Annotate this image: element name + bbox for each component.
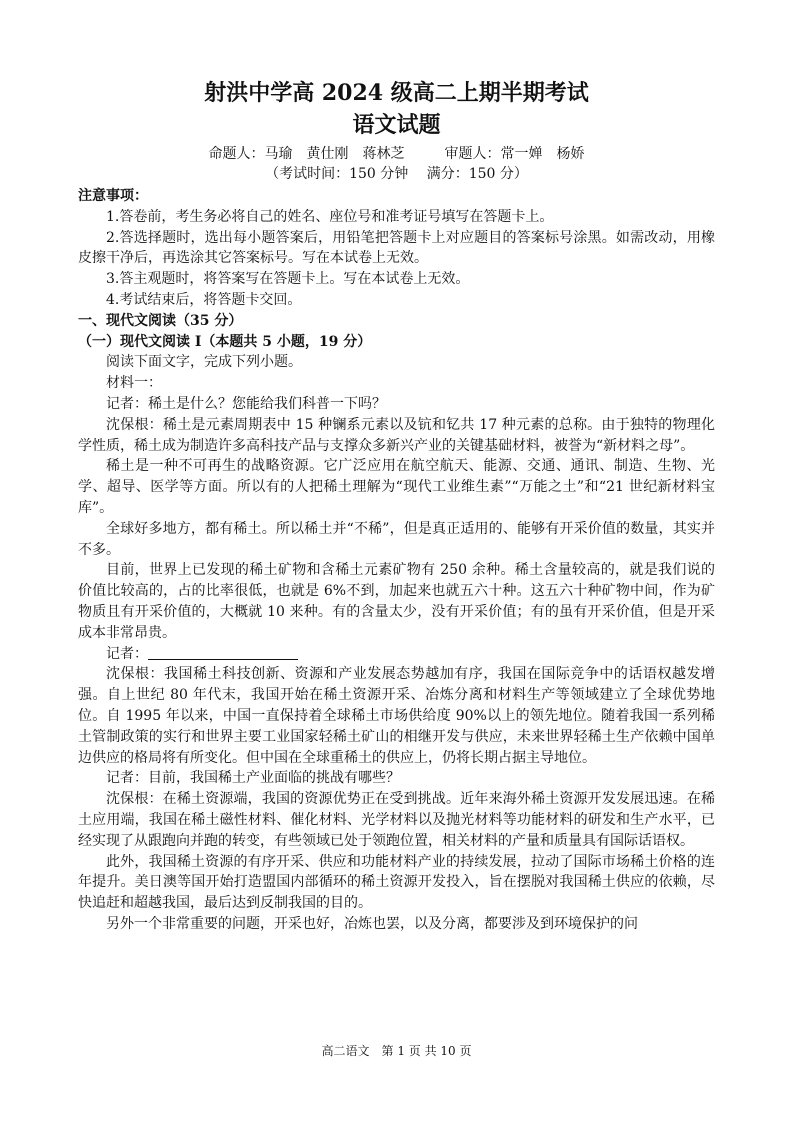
passage-paragraph: 沈保根：我国稀土科技创新、资源和产业发展态势越加有序，我国在国际竞争中的话语权越发增强。自上世纪 80 年代末，我国开始在稀土资源开采、冶炼分离和材料生产等领域建立了全球优势地位。自 1995 年以来，中国一直保持着全球稀土市场供给度 90%以上的领先地位。随着我国一系列稀土管制政策的实行和世界主要工业国家轻稀土矿山的相继开发与供应，未来世界轻稀土生产依赖中国单边供应的格局将有所变化。但中国在全球重稀土的供应上，仍将长期占据主导地位。	[78, 666, 715, 766]
notice-item: 2.答选择题时，选出每小题答案后，用铅笔把答题卡上对应题目的答案标号涂黑。如需改动，用橡皮擦干净后，再选涂其它答案标号。写在本试卷上无效。	[78, 229, 715, 267]
page-footer: 高二语文 第 1 页 共 10 页	[321, 1044, 472, 1058]
passage-paragraph: 另外一个非常重要的问题，开采也好，冶炼也罢，以及分离，都要涉及到环境保护的问	[106, 915, 638, 932]
exam-info: （考试时间：150 分钟 满分：150 分）	[265, 166, 528, 182]
reviewers-label: 审题人：常一婵 杨娇	[444, 146, 585, 162]
notice-item: 4.考试结束后，将答题卡交回。	[106, 291, 302, 308]
passage-paragraph: 记者：稀土是什么？您能给我们科普一下吗？	[106, 395, 386, 412]
reporter-label: 记者：	[106, 645, 148, 662]
section-heading: 一、现代文阅读（35 分）	[78, 312, 243, 329]
answer-blank	[148, 645, 298, 660]
passage-paragraph: 记者：目前，我国稀土产业面临的挑战有哪些？	[106, 770, 400, 787]
passage-paragraph: 此外，我国稀土资源的有序开采、供应和功能材料产业的持续发展，拉动了国际市场稀土价格的连年提升。美日澳等国开始打造盟国内部循环的稀土资源开发投入，旨在摆脱对我国稀土供应的依赖，尽快追赶和超越我国，最后达到反制我国的目的。	[78, 853, 715, 912]
passage-paragraph: 沈保根：稀土是元素周期表中 15 种镧系元素以及钪和钇共 17 种元素的总称。由于独特的物理化学性质，稀土成为制造许多高科技产品与支撑众多新兴产业的关键基础材料，被誉为“新材料之母”。	[78, 416, 715, 454]
subsection-heading: （一）现代文阅读 I（本题共 5 小题，19 分）	[78, 333, 372, 350]
notice-heading: 注意事项：	[78, 188, 148, 204]
passage-paragraph: 目前，世界上已发现的稀土矿物和含稀土元素矿物有 250 余种。稀土含量较高的，就是我们说的价值比较高的，占的比率很低，也就是 6%不到，加起来也就五六十种。这五六十种矿物中间，作为矿物质且有开采价值的，大概就 10 来种。有的含量太少，没有开采价值；有的虽有开采价值，但是开采成本非常昂贵。	[78, 562, 715, 641]
material-label: 材料一：	[106, 375, 162, 392]
passage-paragraph: 全球好多地方，都有稀土。所以稀土并“不稀”，但是真正适用的、能够有开采价值的数量，其实并不多。	[78, 520, 715, 558]
setters-label: 命题人：马瑜 黄仕刚 蒋林芝	[208, 146, 405, 162]
notice-item: 3.答主观题时，将答案写在答题卡上。写在本试卷上无效。	[106, 271, 470, 288]
setters-line	[78, 144, 715, 164]
passage-paragraph: 稀土是一种不可再生的战略资源。它广泛应用在航空航天、能源、交通、通讯、制造、生物、光学、超导、医学等方面。所以有的人把稀土理解为“现代工业维生素”“万能之土”和“21 世纪新材料宝库”。	[78, 458, 715, 516]
exam-subtitle: 语文试题	[352, 112, 441, 138]
instruction: 阅读下面文字，完成下列小题。	[106, 354, 302, 371]
notice-item: 1.答卷前，考生务必将自己的姓名、座位号和准考证号填写在答题卡上。	[106, 208, 554, 225]
passage-paragraph: 沈保根：在稀土资源端，我国的资源优势正在受到挑战。近年来海外稀土资源开发发展迅速。在稀土应用端，我国在稀土磁性材料、催化材料、光学材料以及抛光材料等功能材料的研发和生产水平，已经实现了从跟跑向并跑的转变，有些领域已处于领跑位置，相关材料的产量和质量具有国际话语权。	[78, 791, 715, 849]
exam-title: 射洪中学高 2024 级高二上期半期考试	[204, 80, 589, 106]
reporter-blank-line	[78, 644, 715, 665]
